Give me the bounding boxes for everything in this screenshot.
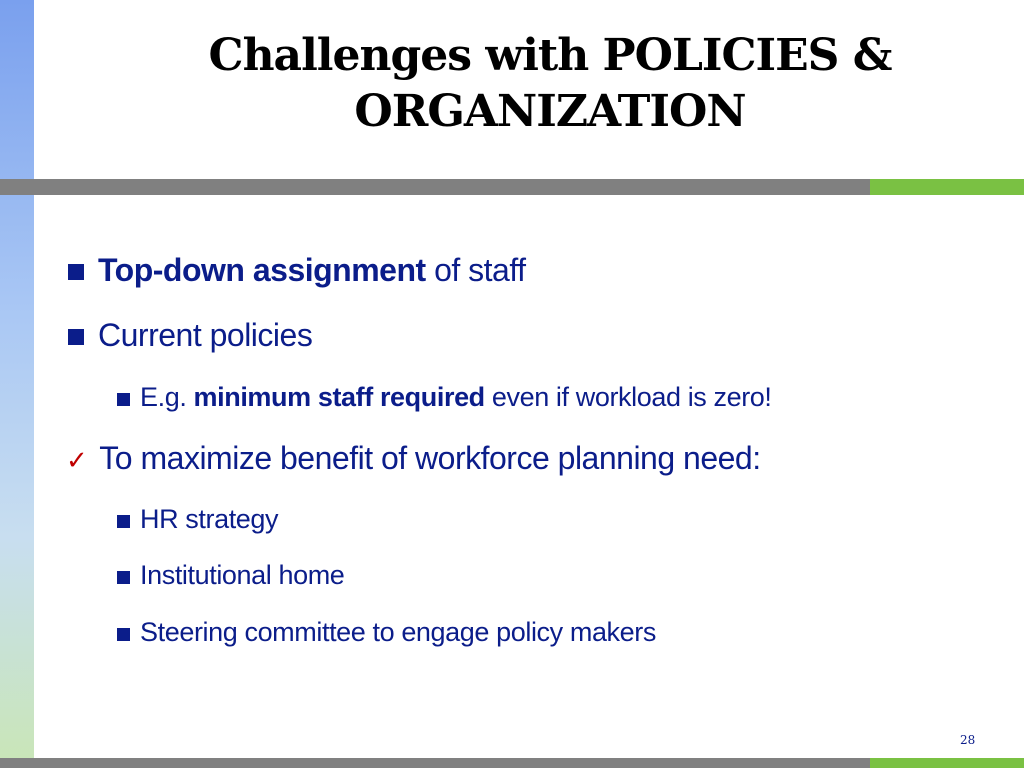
square-bullet-icon	[117, 628, 130, 641]
title-line-2: ORGANIZATION	[354, 86, 746, 137]
bullet-item	[68, 252, 526, 289]
slide-title	[150, 28, 950, 140]
bullet-text: To maximize benefit of workforce planning need:	[99, 440, 761, 476]
page-number: 28	[960, 733, 976, 747]
bullet-item	[64, 440, 761, 477]
bullet-text: Steering committee to engage policy makers	[140, 617, 656, 647]
sub-bullet-item	[117, 382, 772, 413]
bullet-rest-text: of staff	[425, 252, 526, 288]
square-bullet-icon	[68, 264, 84, 280]
title-divider	[0, 179, 1024, 195]
bullet-rest-text: even if workload is zero!	[484, 382, 772, 412]
title-divider-green	[870, 179, 1024, 195]
square-bullet-icon	[68, 329, 84, 345]
bullet-text: Institutional home	[140, 560, 345, 590]
square-bullet-icon	[117, 515, 130, 528]
bullet-text: Current policies	[98, 317, 313, 353]
left-gradient-stripe	[0, 0, 34, 768]
bullet-bold-text: minimum staff required	[193, 382, 485, 412]
sub-bullet-item	[117, 617, 656, 648]
bullet-item	[68, 317, 312, 354]
footer-divider	[0, 758, 1024, 768]
footer-divider-green	[870, 758, 1024, 768]
bullet-prefix-text: E.g.	[140, 382, 194, 412]
checkmark-icon: ✓	[66, 446, 88, 476]
title-divider-gray	[0, 179, 870, 195]
sub-bullet-item	[117, 560, 344, 591]
bullet-text: HR strategy	[140, 504, 279, 534]
footer-divider-gray	[0, 758, 870, 768]
square-bullet-icon	[117, 393, 130, 406]
square-bullet-icon	[117, 571, 130, 584]
bullet-text	[140, 382, 772, 413]
bullet-bold-text: Top-down assignment	[98, 252, 426, 288]
bullet-text	[98, 252, 526, 289]
title-line-1: Challenges with POLICIES &	[208, 30, 892, 81]
sub-bullet-item	[117, 504, 278, 535]
